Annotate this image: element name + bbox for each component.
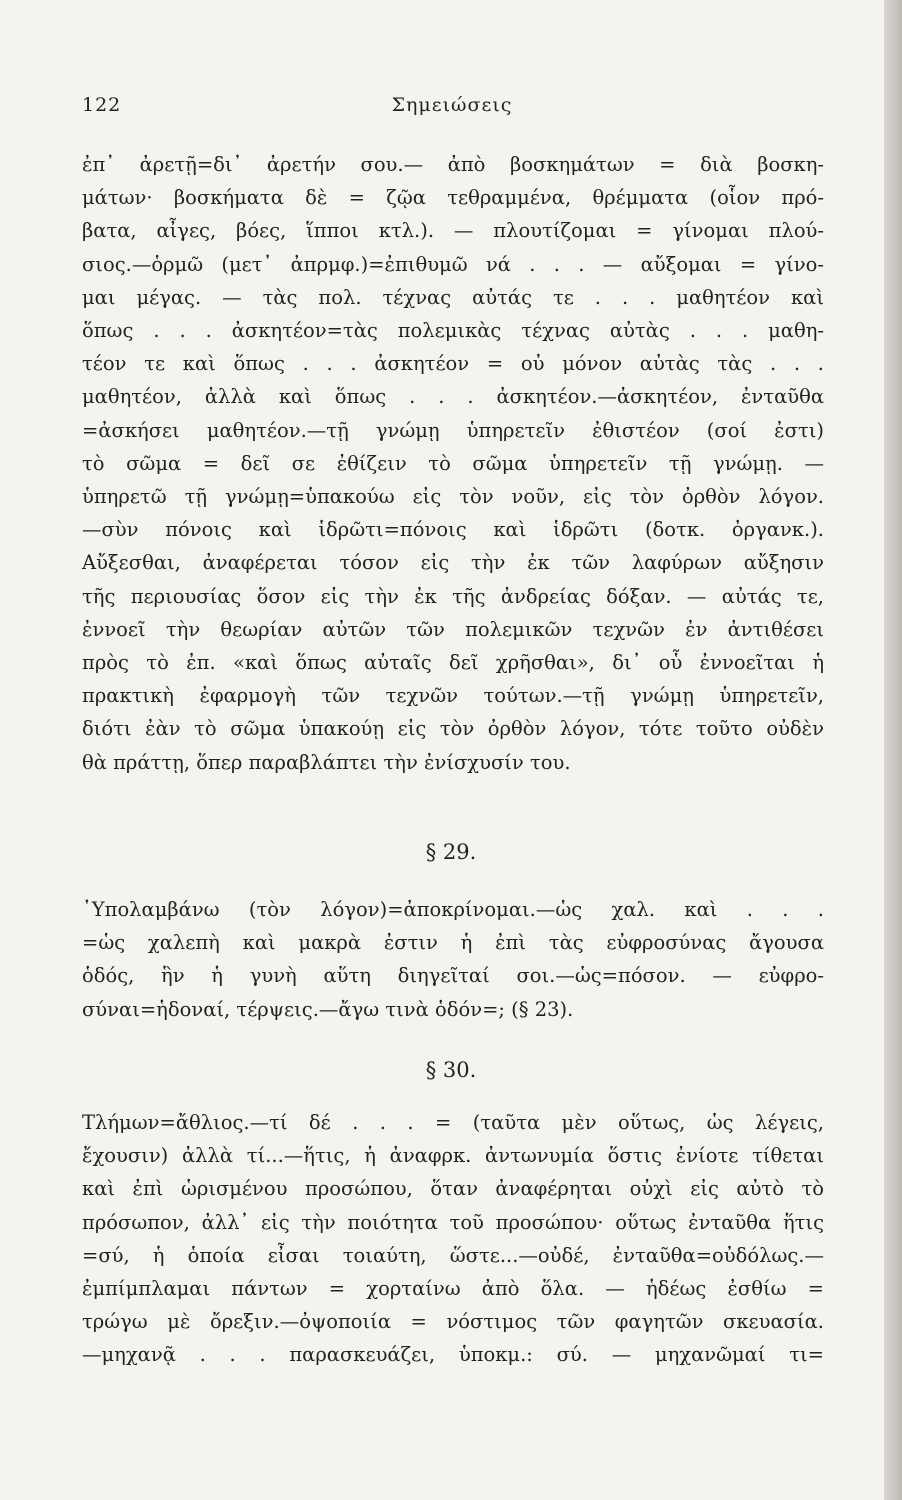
- text-line: ὑπηρετῶ τῇ γνώμῃ=ὑπακούω εἰς τὸν νοῦν, εἰς τὸν ὀρθὸν λόγον.: [82, 485, 824, 509]
- text-line: =ἀσκήσει μαθητέον.—τῇ γνώμῃ ὑπηρετεῖν ἐθιστέον (σοί ἐστι): [82, 418, 824, 442]
- text-line: τὸ σῶμα = δεῖ σε ἐθίζειν τὸ σῶμα ὑπηρετεῖν τῇ γνώμῃ. —: [82, 451, 824, 475]
- text-line: τρώγω μὲ ὄρεξιν.—ὀψοποιία = νόστιμος τῶν φαγητῶν σκευασία.: [82, 1310, 824, 1334]
- text-line: μαι μέγας. — τὰς πολ. τέχνας αὐτάς τε . . . μαθητέον καὶ: [82, 285, 824, 309]
- section-heading-30: § 30.: [425, 1058, 477, 1082]
- notes-paragraph-3: [82, 1106, 824, 1372]
- text-line: μάτων· βοσκήματα δὲ = ζῷα τεθραμμένα, θρέμματα (οἷον πρό-: [82, 186, 824, 210]
- text-line: πρόσωπον, ἀλλ᾽ εἰς τὴν ποιότητα τοῦ προσώπου· οὕτως ἐνταῦθα ἥτις: [82, 1210, 824, 1234]
- text-line: ῾Υπολαμβάνω (τὸν λόγον)=ἀποκρίνομαι.—ὡς χαλ. καὶ . . .: [82, 898, 824, 921]
- text-line: καὶ ἐπὶ ὡρισμένου προσώπου, ὅταν ἀναφέρηται οὐχὶ εἰς αὐτὸ τὸ: [82, 1177, 824, 1201]
- text-line: ἐννοεῖ τὴν θεωρίαν αὐτῶν τῶν πολεμικῶν τεχνῶν ἐν ἀντιθέσει: [82, 617, 824, 641]
- page-number: 122: [82, 94, 122, 116]
- text-line: τῆς περιουσίας ὅσον εἰς τὴν ἐκ τῆς ἀνδρείας δόξαν. — αὐτάς τε,: [82, 584, 824, 608]
- text-line: πρακτικὴ ἐφαρμογὴ τῶν τεχνῶν τούτων.—τῇ γνώμῃ ὑπηρετεῖν,: [82, 684, 824, 708]
- text-line: θὰ πράττῃ, ὅπερ παραβλάπτει τὴν ἐνίσχυσίν του.: [82, 750, 571, 774]
- notes-paragraph-2: [82, 893, 824, 1026]
- text-line: σιος.—ὁρμῶ (μετ᾽ ἀπρμφ.)=ἐπιθυμῶ νά . . . — αὔξομαι = γίνο-: [82, 252, 824, 276]
- page-edge: [884, 0, 902, 1500]
- text-line: ὅπως . . . ἀσκητέον=τὰς πολεμικὰς τέχνας αὐτὰς . . . μαθη-: [82, 319, 824, 343]
- text-line: =ὡς χαλεπὴ καὶ μακρὰ ἐστιν ἡ ἐπὶ τὰς εὐφροσύνας ἄγουσα: [82, 931, 824, 955]
- running-head: Σημειώσεις: [391, 94, 513, 116]
- text-line: —μηχανᾷ . . . παρασκευάζει, ὑποκμ.: σύ. — μηχανῶμαί τι=: [82, 1343, 824, 1367]
- text-line: Αὔξεσθαι, ἀναφέρεται τόσον εἰς τὴν ἐκ τῶν λαφύρων αὔξησιν: [82, 551, 824, 575]
- page-header: [82, 94, 822, 124]
- section-heading-29: § 29.: [425, 840, 477, 864]
- notes-paragraph-1: [82, 148, 824, 779]
- text-line: ἐμπίμπλαμαι πάντων = χορταίνω ἀπὸ ὅλα. — ἡδέως ἐσθίω =: [82, 1277, 824, 1301]
- text-line: —σὺν πόνοις καὶ ἱδρῶτι=πόνοις καὶ ἱδρῶτι (δοτκ. ὀργανκ.).: [82, 518, 824, 542]
- text-line: τέον τε καὶ ὅπως . . . ἀσκητέον = οὐ μόνον αὐτὰς τὰς . . .: [82, 352, 824, 376]
- text-line: μαθητέον, ἀλλὰ καὶ ὅπως . . . ἀσκητέον.—ἀσκητέον, ἐνταῦθα: [82, 385, 824, 409]
- text-line: =σύ, ἡ ὁποία εἶσαι τοιαύτη, ὥστε...—οὐδέ, ἐνταῦθα=οὐδόλως.—: [82, 1243, 824, 1267]
- text-line: ὁδός, ἣν ἡ γυνὴ αὕτη διηγεῖταί σοι.—ὡς=πόσον. — εὐφρο-: [82, 964, 824, 988]
- text-line: σύναι=ἡδοναί, τέρψεις.—ἄγω τινὰ ὁδόν=; (§ 23).: [82, 997, 574, 1021]
- text-line: πρὸς τὸ ἐπ. «καὶ ὅπως αὐταῖς δεῖ χρῆσθαι», δι᾽ οὗ ἐννοεῖται ἡ: [82, 651, 824, 675]
- text-line: βατα, αἶγες, βόες, ἵπποι κτλ.). — πλουτίζομαι = γίνομαι πλού-: [82, 219, 824, 243]
- text-line: ἔχουσιν) ἀλλὰ τί...—ἥτις, ἡ ἀναφρκ. ἀντωνυμία ὅστις ἐνίοτε τίθεται: [82, 1144, 824, 1168]
- text-line: διότι ἐὰν τὸ σῶμα ὑπακούῃ εἰς τὸν ὀρθὸν λόγον, τότε τοῦτο οὐδὲν: [82, 717, 824, 741]
- text-line: ἐπ᾽ ἀρετῇ=δι᾽ ἀρετήν σου.— ἀπὸ βοσκημάτων = διὰ βοσκη-: [82, 153, 824, 176]
- text-line: Τλήμων=ἄθλιος.—τί δέ . . . = (ταῦτα μὲν οὕτως, ὡς λέγεις,: [82, 1111, 824, 1134]
